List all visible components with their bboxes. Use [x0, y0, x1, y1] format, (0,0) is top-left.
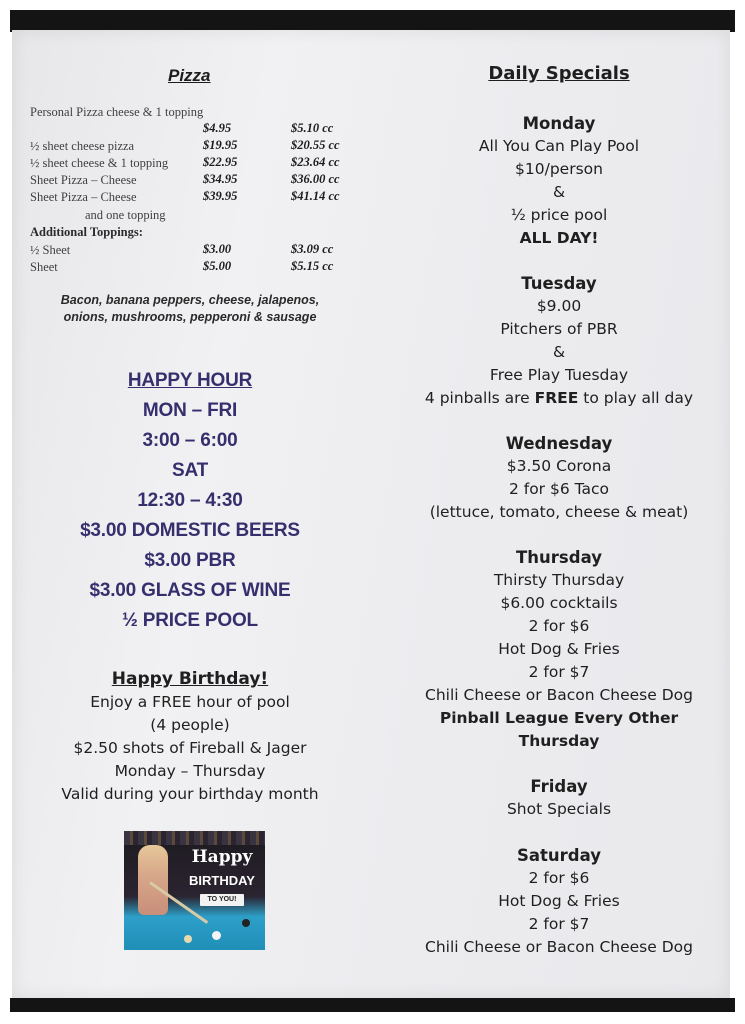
special-line: 2 for $6 — [528, 869, 590, 887]
happy-hour-title: HAPPY HOUR — [127, 370, 253, 391]
day-heading-monday: Monday — [522, 114, 596, 133]
happy-hour-line: $3.00 DOMESTIC BEERS — [80, 520, 300, 541]
pizza-item-price: $19.95 — [203, 138, 238, 152]
day-heading-wednesday: Wednesday — [505, 434, 613, 453]
pizza-item-price: $4.95 — [203, 121, 232, 135]
special-line: 2 for $6 Taco — [508, 480, 610, 498]
special-line: Pitchers of PBR — [500, 320, 618, 338]
pool-ball — [184, 935, 192, 943]
pizza-item-price: $3.00 — [203, 242, 232, 256]
bar-lights-decoration — [124, 831, 265, 845]
pizza-item-cc-price: $3.09 cc — [291, 242, 334, 256]
special-line — [400, 389, 718, 407]
toppings-line: Bacon, banana peppers, cheese, jalapenos, — [60, 293, 320, 307]
special-line: $9.00 — [536, 297, 582, 315]
happy-hour-line: SAT — [172, 460, 208, 481]
pizza-item-label: Sheet Pizza – Cheese — [30, 190, 137, 204]
birthday-line: $2.50 shots of Fireball & Jager — [73, 739, 307, 757]
toppings-heading: Additional Toppings: — [30, 225, 143, 239]
special-line: Thursday — [518, 732, 600, 750]
special-line: $3.50 Corona — [506, 457, 612, 475]
birthday-title: Happy Birthday! — [111, 669, 269, 689]
special-line: Pinball League Every Other — [439, 709, 679, 727]
birthday-line: (4 people) — [150, 716, 230, 734]
day-heading-thursday: Thursday — [516, 548, 602, 567]
special-line: & — [552, 343, 566, 361]
player-figure — [138, 845, 168, 915]
happy-hour-line: $3.00 GLASS OF WINE — [89, 580, 291, 601]
pizza-item-cc-price: $36.00 cc — [291, 172, 340, 186]
scan-border-top — [10, 10, 735, 32]
happy-hour-line: $3.00 PBR — [144, 550, 236, 571]
pizza-item-price: $5.00 — [203, 259, 232, 273]
pizza-item-label: ½ sheet cheese pizza — [30, 139, 135, 153]
special-text-bold: FREE — [534, 389, 579, 407]
image-to-you-banner: TO YOU! — [200, 894, 244, 906]
special-line: All You Can Play Pool — [478, 137, 640, 155]
happy-hour-line: 12:30 – 4:30 — [137, 490, 243, 511]
pizza-item-cc-price: $20.55 cc — [291, 138, 340, 152]
day-heading-tuesday: Tuesday — [521, 274, 597, 293]
toppings-list — [40, 292, 340, 326]
image-happy-text: Happy — [191, 847, 253, 867]
pizza-item-price: $22.95 — [203, 155, 238, 169]
special-line: Free Play Tuesday — [489, 366, 629, 384]
pizza-item-price: $39.95 — [203, 189, 238, 203]
happy-hour-line: ½ PRICE POOL — [122, 610, 258, 631]
pool-ball — [212, 931, 221, 940]
special-text: 4 pinballs are — [424, 389, 535, 407]
special-line: ALL DAY! — [519, 229, 599, 247]
special-line: Hot Dog & Fries — [498, 892, 620, 910]
daily-specials-title: Daily Specials — [488, 63, 630, 84]
special-text: to play all day — [578, 389, 694, 407]
pizza-item-label: and one topping — [85, 208, 166, 222]
special-line: (lettuce, tomato, cheese & meat) — [429, 503, 689, 521]
pizza-item-label: ½ Sheet — [30, 243, 71, 257]
special-line: Chili Cheese or Bacon Cheese Dog — [425, 938, 693, 956]
pizza-item-label: Sheet Pizza – Cheese — [30, 173, 137, 187]
special-line: & — [552, 183, 566, 201]
special-line: Thirsty Thursday — [493, 571, 625, 589]
special-line: Hot Dog & Fries — [498, 640, 620, 658]
image-birthday-text: BIRTHDAY — [189, 873, 255, 888]
happy-hour-line: MON – FRI — [142, 400, 238, 421]
pizza-item-price: $34.95 — [203, 172, 238, 186]
day-heading-friday: Friday — [530, 777, 588, 796]
pizza-title: Pizza — [168, 66, 211, 85]
scan-border-bottom — [10, 998, 735, 1012]
special-line: $6.00 cocktails — [500, 594, 618, 612]
pizza-item-cc-price: $41.14 cc — [291, 189, 340, 203]
birthday-line: Valid during your birthday month — [61, 785, 319, 803]
special-line: 2 for $6 — [528, 617, 590, 635]
special-line: 2 for $7 — [528, 663, 590, 681]
birthday-line: Enjoy a FREE hour of pool — [90, 693, 290, 711]
pizza-item-label: ½ sheet cheese & 1 topping — [30, 156, 169, 170]
special-line: 2 for $7 — [528, 915, 590, 933]
special-line: Chili Cheese or Bacon Cheese Dog — [425, 686, 693, 704]
pizza-item-label: Personal Pizza cheese & 1 topping — [30, 105, 204, 119]
pool-ball — [242, 919, 250, 927]
toppings-line: onions, mushrooms, pepperoni & sausage — [63, 310, 317, 324]
pizza-item-cc-price: $23.64 cc — [291, 155, 340, 169]
day-heading-saturday: Saturday — [517, 846, 601, 865]
special-line: $10/person — [515, 160, 603, 178]
pizza-item-label: Sheet — [30, 260, 58, 274]
birthday-pool-image — [124, 831, 265, 950]
pizza-item-cc-price: $5.15 cc — [291, 259, 334, 273]
happy-hour-line: 3:00 – 6:00 — [142, 430, 238, 451]
birthday-line: Monday – Thursday — [114, 762, 266, 780]
special-line: ½ price pool — [510, 206, 608, 224]
special-line: Shot Specials — [506, 800, 612, 818]
pizza-item-cc-price: $5.10 cc — [291, 121, 334, 135]
